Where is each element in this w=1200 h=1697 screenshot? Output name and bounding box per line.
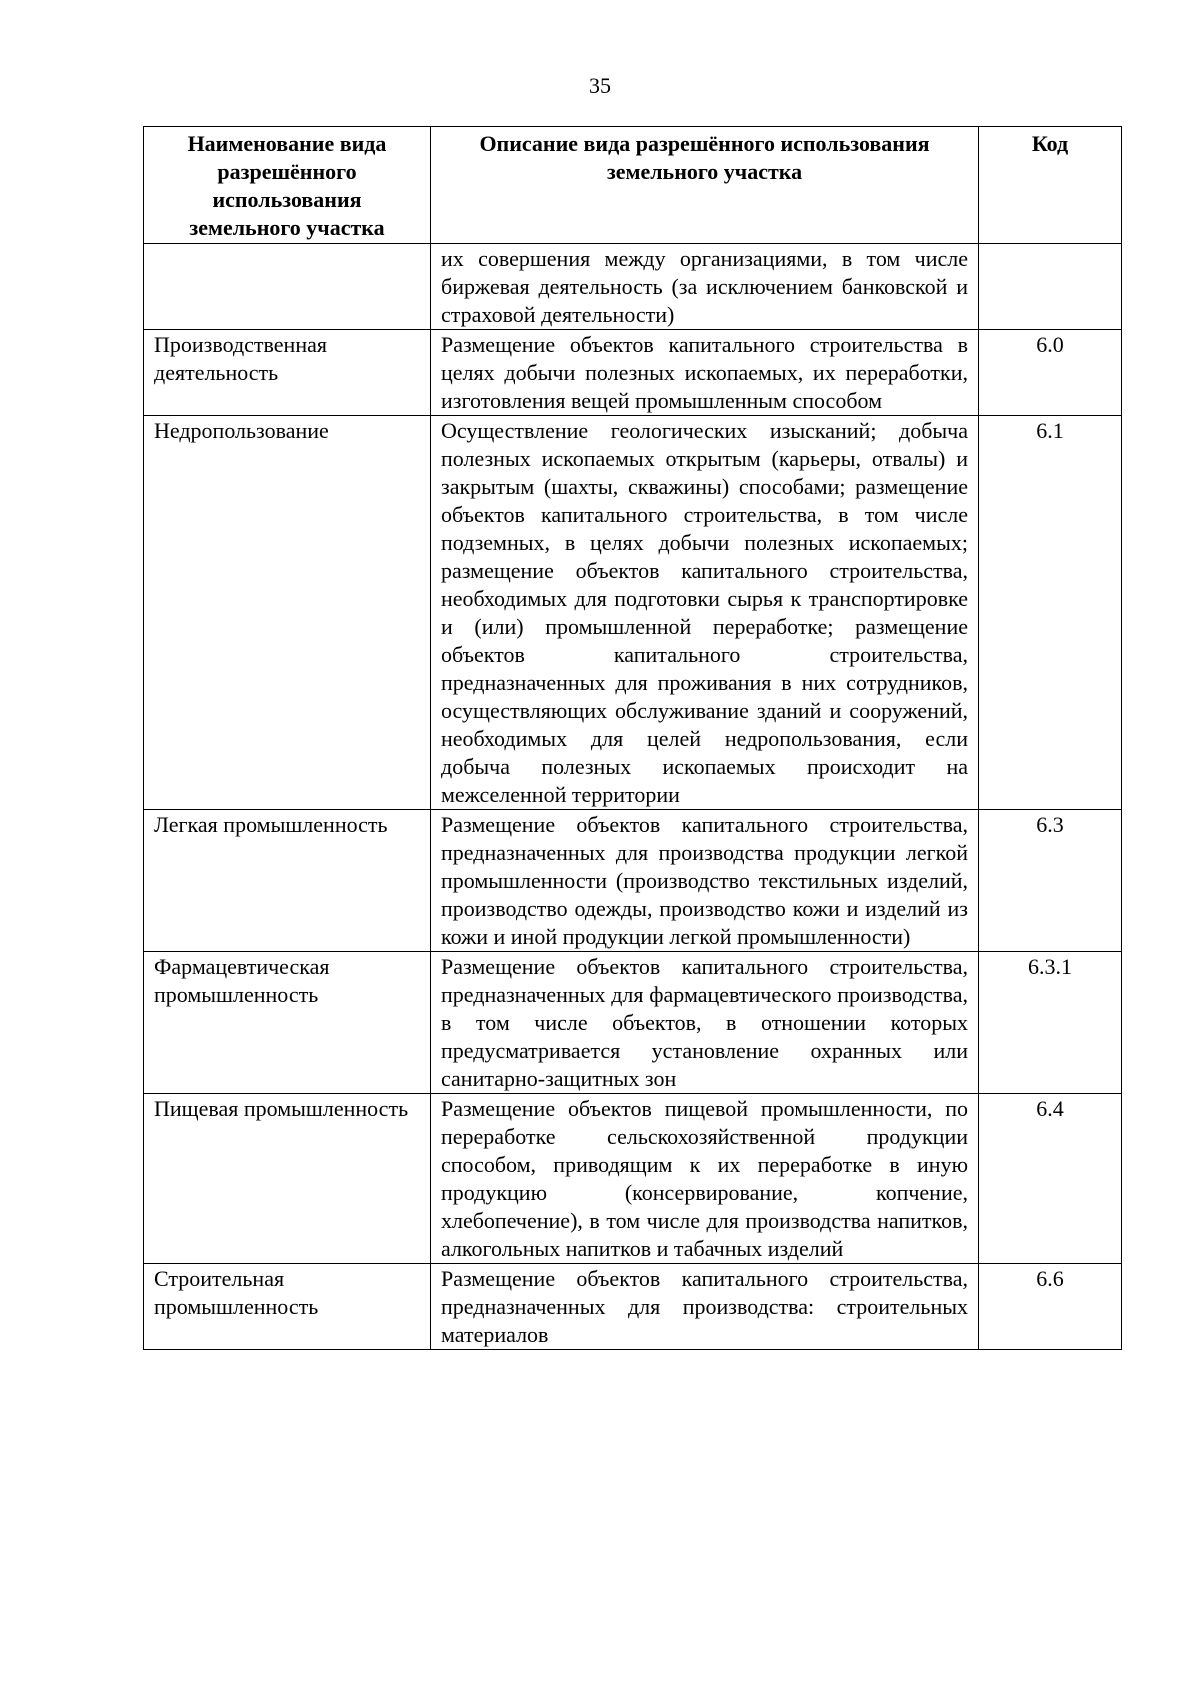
row-code: 6.3 [979, 810, 1122, 952]
table-row [144, 330, 1122, 416]
row-description: Размещение объектов капитального строительства, предназначенных для производства: строительных материалов [431, 1264, 979, 1350]
row-code [979, 244, 1122, 330]
row-description: их совершения между организациями, в том числе биржевая деятельность (за исключением банковской и страховой деятельности) [431, 244, 979, 330]
land-use-table [143, 126, 1122, 1350]
row-name: Строительная промышленность [144, 1264, 431, 1350]
row-name [144, 244, 431, 330]
row-description: Осуществление геологических изысканий; добыча полезных ископаемых открытым (карьеры, отвалы) и закрытым (шахты, скважины) способами; размещение объектов капитального строительства, в том числе подземных, в целях добычи полезных ископаемых; размещение объектов капитального строительства, необходимых для подготовки сырья к транспортировке и (или) промышленной переработке; размещение объектов капитального строительства, предназначенных для проживания в них сотрудников, осуществляющих обслуживание зданий и сооружений, необходимых для целей недропользования, если добыча полезных ископаемых происходит на межселенной территории [431, 416, 979, 810]
row-name: Недропользование [144, 416, 431, 810]
row-code: 6.4 [979, 1094, 1122, 1264]
header-description: Описание вида разрешённого использования земельного участка [431, 127, 979, 244]
row-code: 6.3.1 [979, 952, 1122, 1094]
page-number: 35 [589, 73, 611, 98]
table-row [144, 416, 1122, 810]
row-code: 6.1 [979, 416, 1122, 810]
row-code: 6.0 [979, 330, 1122, 416]
row-description: Размещение объектов капитального строительства, предназначенных для фармацевтического производства, в том числе объектов, в отношении которых предусматривается установление охранных или санитарно-защитных зон [431, 952, 979, 1094]
row-name: Пищевая промышленность [144, 1094, 431, 1264]
row-description: Размещение объектов пищевой промышленности, по переработке сельскохозяйственной продукции способом, приводящим к их переработке в иную продукцию (консервирование, копчение, хлебопечение), в том числе для производства напитков, алкогольных напитков и табачных изделий [431, 1094, 979, 1264]
table-header-row [144, 127, 1122, 244]
row-name: Фармацевтическая промышленность [144, 952, 431, 1094]
row-description: Размещение объектов капитального строительства, предназначенных для производства продукции легкой промышленности (производство текстильных изделий, производство одежды, производство кожи и изделий из кожи и иной продукции легкой промышленности) [431, 810, 979, 952]
table-row [144, 1264, 1122, 1350]
header-name: Наименование вида разрешённого использования земельного участка [144, 127, 431, 244]
row-code: 6.6 [979, 1264, 1122, 1350]
row-name: Легкая промышленность [144, 810, 431, 952]
table-row [144, 244, 1122, 330]
header-code: Код [979, 127, 1122, 244]
table-row [144, 810, 1122, 952]
table-row [144, 952, 1122, 1094]
row-description: Размещение объектов капитального строительства в целях добычи полезных ископаемых, их переработки, изготовления вещей промышленным способом [431, 330, 979, 416]
table-row [144, 1094, 1122, 1264]
row-name: Производственная деятельность [144, 330, 431, 416]
